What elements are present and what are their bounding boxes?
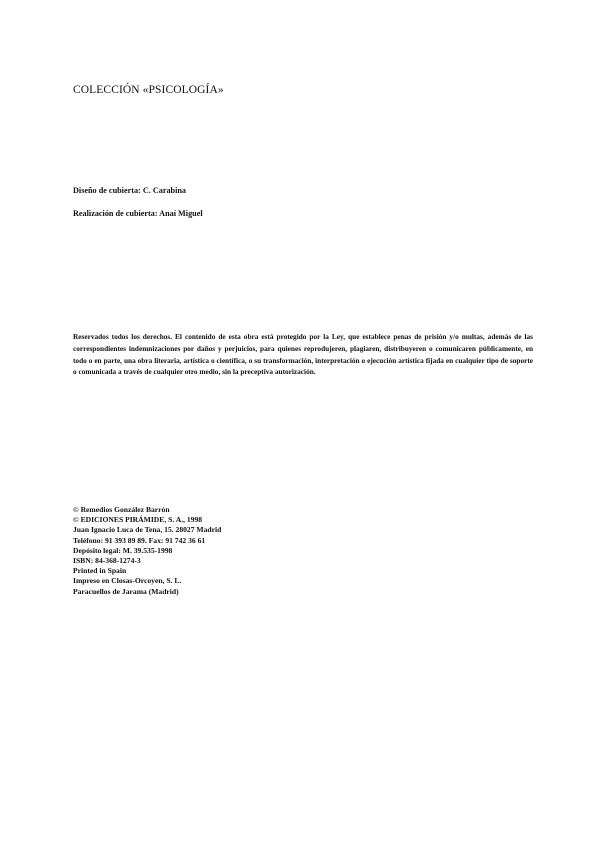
cover-production-credit: Realización de cubierta: Anaí Miguel: [73, 209, 203, 218]
cover-credits: [73, 185, 203, 220]
imprint-line-author-copyright: © Remedios González Barrón: [73, 505, 170, 514]
cover-design-credit: Diseño de cubierta: C. Carabina: [73, 186, 187, 195]
imprint-line-isbn: ISBN: 84-368-1274-3: [73, 556, 141, 566]
imprint-line-address: Juan Ignacio Luca de Tena, 15. 28027 Madrid: [73, 525, 222, 535]
imprint-line-publisher-copyright: © EDICIONES PIRÁMIDE, S. A., 1998: [73, 515, 203, 525]
imprint-line-printer-location: Paracuellos de Jarama (Madrid): [73, 586, 179, 596]
imprint-line-legal-deposit: Depósito legal: M. 39.535-1998: [73, 545, 173, 555]
collection-title: COLECCIÓN «PSICOLOGÍA»: [73, 84, 224, 96]
imprint-line-phone-fax: Teléfono: 91 393 89 89. Fax: 91 742 36 61: [73, 535, 206, 545]
rights-notice: Reservados todos los derechos. El contenido de esta obra está protegido por la Ley, que establece penas de prisión y/o multas, además de las correspondientes indemnizaciones por daños y perjuicios, para quienes reprodujeren, plagiaren, distribuyeren o comunicaren públicamente, en todo o en parte, una obra literaria, artística o científica, o su transformación, interpretación o ejecución artística fijada en cualquier tipo de soporte o comunicada a través de cualquier otro medio, sin la preceptiva autorización.: [73, 332, 533, 377]
imprint-line-printed-in: Printed in Spain: [73, 566, 127, 576]
imprint-line-printer: Impreso en Closas-Orcoyen, S. L.: [73, 576, 182, 586]
imprint-block: [73, 505, 221, 597]
